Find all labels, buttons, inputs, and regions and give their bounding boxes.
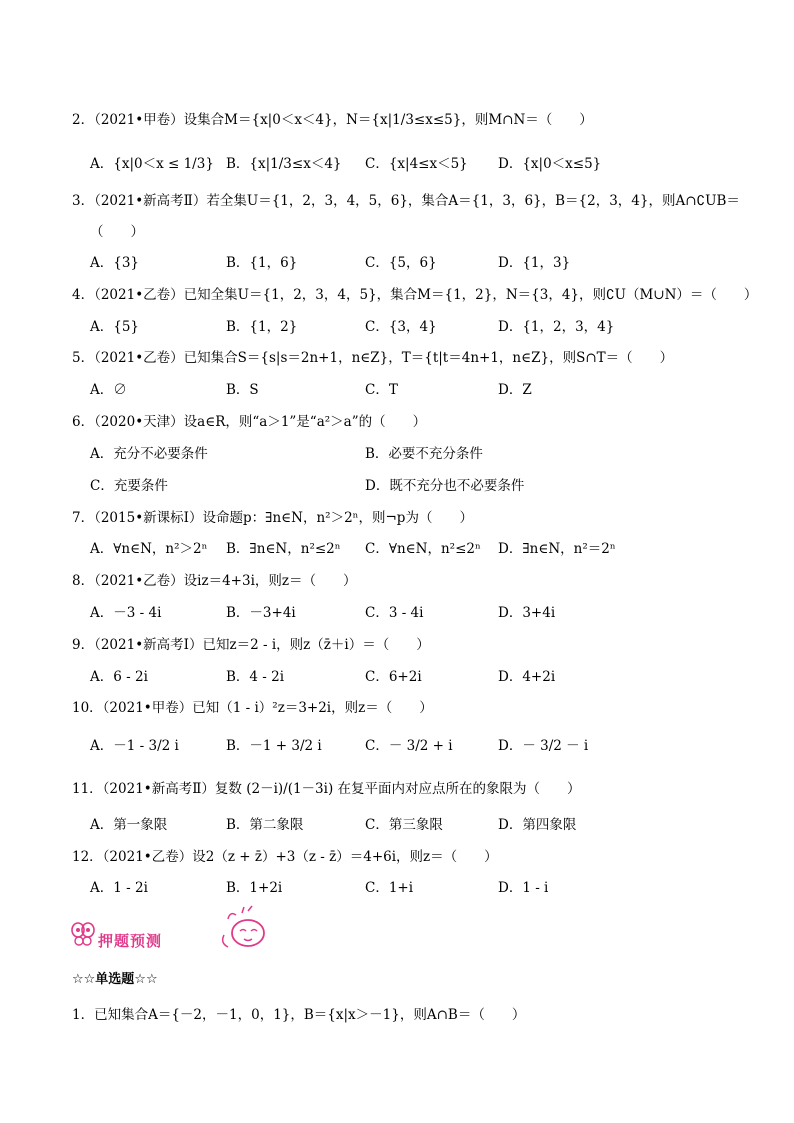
- question-11-stem: 11．（2021•新高考Ⅱ）复数 (2－i)/(1－3i) 在复平面内对应点所在的象限为（ ）: [72, 781, 581, 797]
- butterfly-icon: [70, 920, 98, 948]
- question-2-option-d: D．{x|0＜x≤5}: [498, 156, 602, 172]
- question-8-option-c: C．3 - 4i: [365, 605, 424, 621]
- question-11-option-b: B．第二象限: [226, 817, 304, 833]
- question-11-option-d: D．第四象限: [498, 817, 577, 833]
- cartoon-mascot-icon: [218, 905, 274, 953]
- question-6-option-b: B．必要不充分条件: [365, 446, 483, 462]
- question-2-option-a: A．{x|0＜x ≤ 1/3}: [90, 156, 214, 172]
- question-8-option-b: B．－3+4i: [226, 605, 296, 621]
- question-7-option-b: B．∃n∈N，n²≤2ⁿ: [226, 541, 341, 557]
- question-7-stem: 7．（2015•新课标Ⅰ）设命题p：∃n∈N，n²＞2ⁿ，则¬p为（ ）: [72, 510, 473, 526]
- question-5-option-b: B．S: [226, 382, 259, 398]
- question-9-stem: 9．（2021•新高考Ⅰ）已知z＝2 - i，则z（z̄＋i）＝（ ）: [72, 637, 430, 653]
- question-10-option-b: B．－1 + 3/2 i: [226, 738, 322, 754]
- question-10-stem: 10．（2021•甲卷）已知（1 - i）²z＝3+2i，则z＝（ ）: [72, 700, 433, 716]
- question-4-option-d: D．{1，2，3，4}: [498, 319, 615, 335]
- question-4-stem: 4．（2021•乙卷）已知全集U＝{1，2，3，4，5}，集合M＝{1，2}，N＝{3，4}，则∁U（M∪N）＝（ ）: [72, 287, 758, 303]
- question-5-option-d: D．Z: [498, 382, 532, 398]
- question-10-option-c: C．－ 3/2 + i: [365, 738, 453, 754]
- question-4-option-c: C．{3，4}: [365, 319, 437, 335]
- question-10-option-a: A．－1 - 3/2 i: [90, 738, 179, 754]
- section-subtitle: ☆☆单选题☆☆: [72, 972, 158, 987]
- question-12-stem: 12．（2021•乙卷）设2（z + z̄）+3（z - z̄）＝4+6i，则z＝（ ）: [72, 849, 498, 865]
- question-3-option-b: B．{1，6}: [226, 255, 298, 271]
- question-12-option-b: B．1+2i: [226, 880, 283, 896]
- question-10-option-d: D．－ 3/2 － i: [498, 738, 589, 754]
- question-8-stem: 8．（2021•乙卷）设iz＝4+3i，则z＝（ ）: [72, 573, 357, 589]
- question-4-option-b: B．{1，2}: [226, 319, 298, 335]
- question-6-stem: 6．（2020•天津）设a∈R，则“a＞1”是“a²＞a”的（ ）: [72, 414, 427, 430]
- question-5-option-c: C．T: [365, 382, 398, 398]
- section-title: 押题预测: [98, 932, 163, 950]
- question-2-option-c: C．{x|4≤x＜5}: [365, 156, 468, 172]
- question-2-option-b: B．{x|1/3≤x＜4}: [226, 156, 342, 172]
- question-3-stem: 3．（2021•新高考Ⅱ）若全集U＝{1，2，3，4，5，6}，集合A＝{1，3，6}，B＝{2，3，4}，则A∩∁UB＝: [72, 193, 740, 209]
- question-3-option-d: D．{1，3}: [498, 255, 571, 271]
- question-8-option-a: A．－3 - 4i: [90, 605, 162, 621]
- question-4-option-a: A．{5}: [90, 319, 140, 335]
- question-3-option-c: C．{5，6}: [365, 255, 437, 271]
- question-6-option-d: D．既不充分也不必要条件: [365, 478, 525, 494]
- prediction-question-1-stem: 1．已知集合A＝{－2，－1，0，1}，B＝{x|x＞－1}，则A∩B＝（ ）: [72, 1007, 526, 1023]
- question-6-option-c: C．充要条件: [90, 478, 168, 494]
- question-3-option-a: A．{3}: [90, 255, 140, 271]
- question-5-option-a: A．∅: [90, 382, 127, 398]
- question-12-option-c: C．1+i: [365, 880, 414, 896]
- question-7-option-c: C．∀n∈N，n²≤2ⁿ: [365, 541, 481, 557]
- question-9-option-d: D．4+2i: [498, 669, 556, 685]
- question-3-stem-continued: （ ）: [90, 224, 144, 240]
- question-12-option-d: D．1 - i: [498, 880, 549, 896]
- question-9-option-a: A．6 - 2i: [90, 669, 148, 685]
- question-2-stem: 2．（2021•甲卷）设集合M＝{x|0＜x＜4}，N＝{x|1/3≤x≤5}，则M∩N＝（ ）: [72, 112, 593, 128]
- question-11-option-a: A．第一象限: [90, 817, 168, 833]
- question-8-option-d: D．3+4i: [498, 605, 556, 621]
- question-7-option-a: A．∀n∈N，n²＞2ⁿ: [90, 541, 208, 557]
- question-7-option-d: D．∃n∈N，n²＝2ⁿ: [498, 541, 616, 557]
- question-9-option-c: C．6+2i: [365, 669, 422, 685]
- question-12-option-a: A．1 - 2i: [90, 880, 148, 896]
- question-11-option-c: C．第三象限: [365, 817, 443, 833]
- question-5-stem: 5．（2021•乙卷）已知集合S＝{s|s＝2n+1，n∈Z}，T＝{t|t＝4n+1，n∈Z}，则S∩T＝（ ）: [72, 350, 674, 366]
- question-6-option-a: A．充分不必要条件: [90, 446, 208, 462]
- question-9-option-b: B．4 - 2i: [226, 669, 285, 685]
